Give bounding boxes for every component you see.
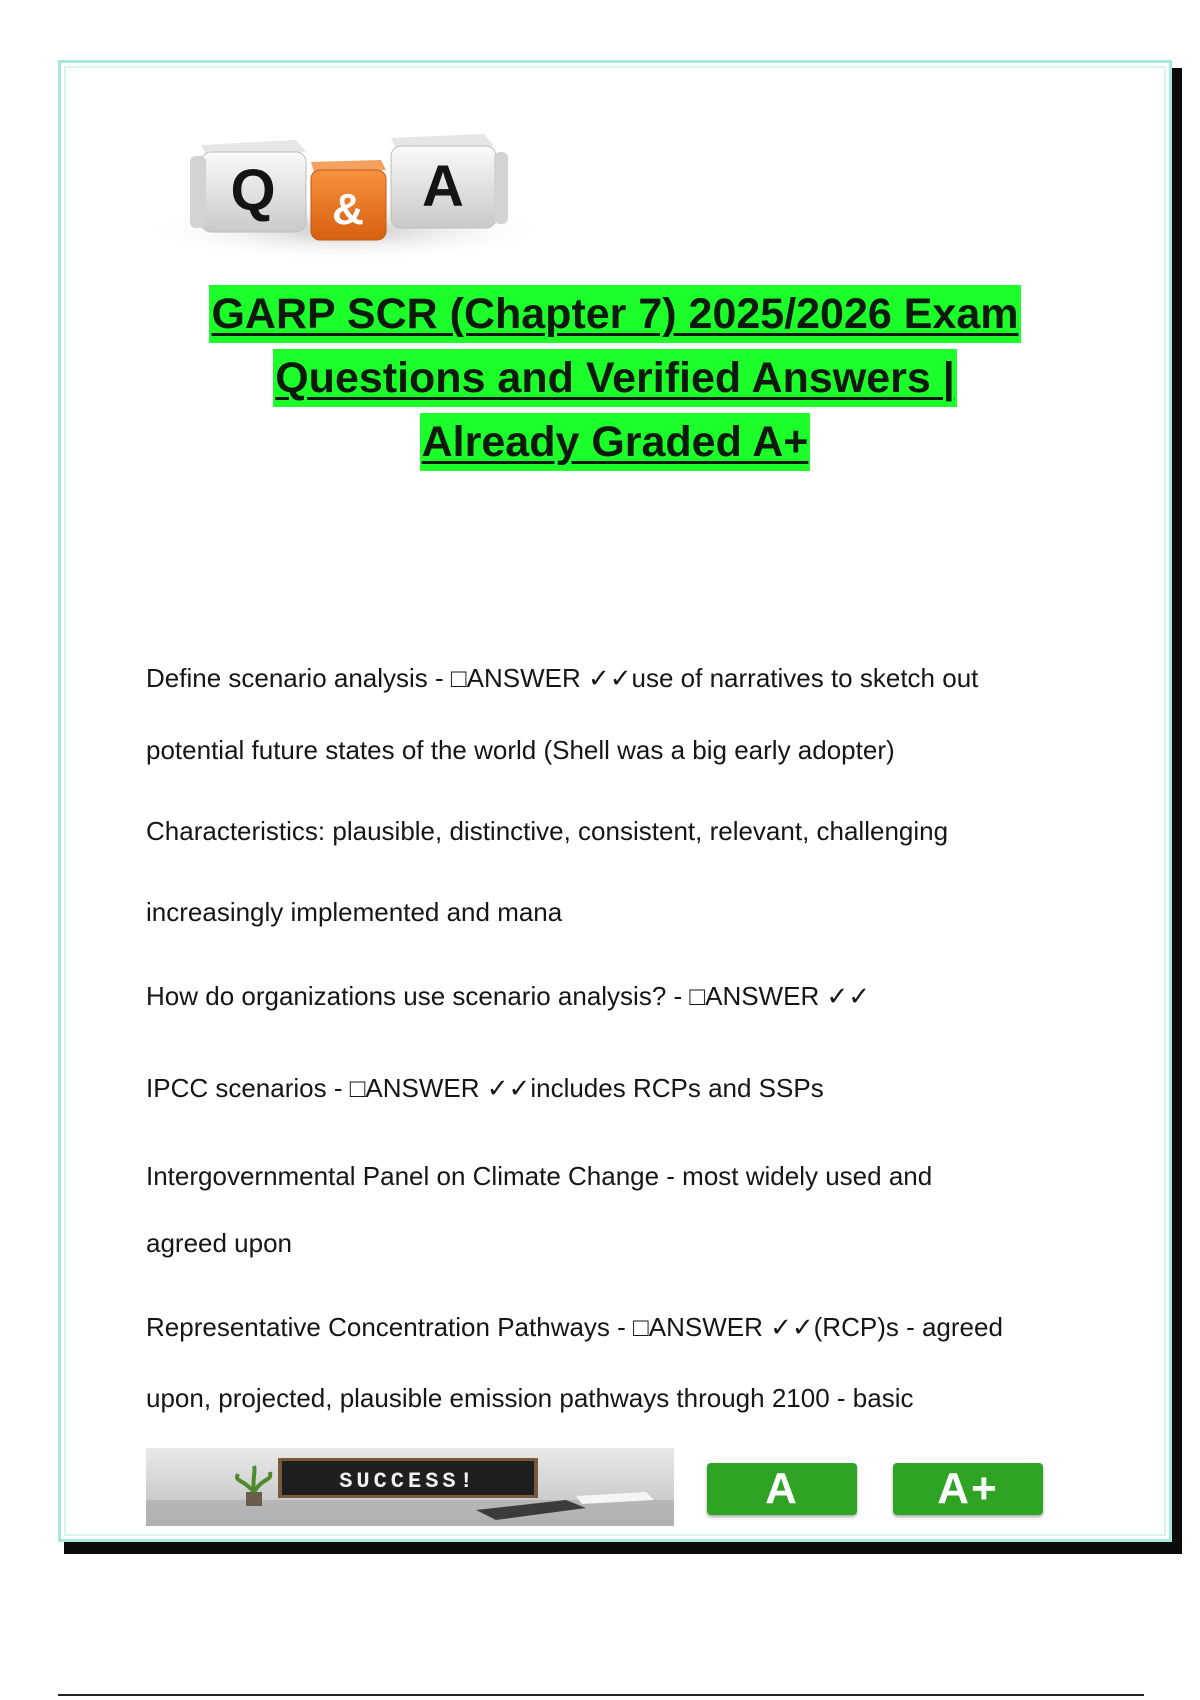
title-line-2: Questions and Verified Answers | [273,349,957,407]
document-title [120,285,1110,477]
qa-dice-logo [146,90,556,260]
body-line: Characteristics: plausible, distinctive, consistent, relevant, challenging [146,816,949,846]
title-line-3: Already Graded A+ [420,413,811,471]
dice-a-letter: A [422,154,464,219]
success-text: SUCCESS! [339,1469,477,1494]
grade-a-plus-badge: A+ [893,1463,1043,1515]
body-line: How do organizations use scenario analysis? - □ANSWER ✓✓ [146,981,871,1011]
body-line: IPCC scenarios - □ANSWER ✓✓includes RCPs and SSPs [146,1073,824,1103]
dice-q [190,140,306,232]
body-line: agreed upon [146,1228,293,1258]
chalkboard [278,1458,538,1498]
title-line-1: GARP SCR (Chapter 7) 2025/2026 Exam [209,285,1020,343]
dice-q-letter: Q [230,158,276,223]
body-line: Define scenario analysis - □ANSWER ✓✓use of narratives to sketch out [146,663,979,693]
dice-a [391,134,508,228]
dice-amp-letter: & [332,185,364,234]
body-line: upon, projected, plausible emission pathways through 2100 - basic [146,1383,914,1413]
dice-amp [311,160,386,240]
grade-a-badge: A [707,1463,857,1515]
body-line: Intergovernmental Panel on Climate Change - most widely used and [146,1161,933,1191]
body-line: potential future states of the world (Shell was a big early adopter) [146,735,895,765]
body-line: Representative Concentration Pathways - □ANSWER ✓✓(RCP)s - agreed [146,1312,1003,1342]
bottom-rule [58,1694,1144,1696]
body-line: increasingly implemented and mana [146,897,563,927]
success-banner-image [146,1448,674,1526]
